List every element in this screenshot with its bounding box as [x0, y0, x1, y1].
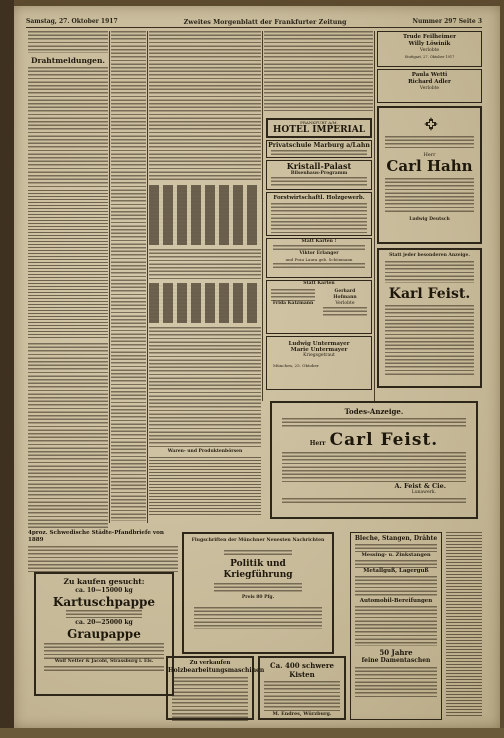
kauf-item: Kartuschpappe: [52, 595, 156, 609]
column-news-1: [28, 31, 108, 523]
ad-wetti-adler: [377, 69, 482, 103]
untermayer-status: Kriegsgetraut: [303, 353, 335, 358]
text-block: [355, 606, 437, 646]
engaged-verlobte: Verlobte: [335, 301, 355, 306]
masthead-date: Samstag, 27. Oktober 1917: [26, 18, 118, 25]
book-publisher: Flugschriften der Münchner Neuesten Nachrichten: [191, 538, 325, 543]
engaged-name: Willy Löwinik: [408, 41, 451, 47]
todes-name: Carl Feist.: [329, 430, 439, 450]
kisten-heading: Ca. 400 schwere Kisten: [270, 661, 334, 679]
masthead: [26, 16, 482, 28]
text-block: [355, 544, 437, 552]
text-block: [28, 31, 108, 53]
hahn-name: Carl Hahn: [386, 157, 473, 175]
engaged-name: Viktor Erlanger: [299, 251, 339, 256]
text-block: [172, 677, 248, 721]
engaged-name: Gerhard Hofmann: [333, 289, 357, 300]
book-title: Kriegführung: [223, 570, 293, 580]
text-block: [149, 31, 261, 181]
untermayer-name: Marie Untermayer: [290, 347, 348, 353]
section-heading-waren: Waren- und Produktenbörsen: [167, 449, 243, 454]
section-heading-drahtmeldungen: Drahtmeldungen.: [30, 56, 106, 65]
engaged-pair: [267, 287, 371, 319]
text-block: [214, 583, 302, 593]
page-bottom-edge: [0, 728, 504, 738]
damen-title: feine Damentaschen: [361, 657, 431, 664]
hotel-city: FRANKFURT A/M.: [300, 120, 338, 125]
engaged-name: und Frau Laura geb. Schönmann: [285, 257, 353, 262]
text-block: [271, 203, 367, 235]
text-block: [385, 261, 474, 283]
ad-todesanzeige-carl-feist: [270, 401, 478, 519]
masthead-page: Nummer 297 Seite 3: [412, 18, 482, 25]
bleche-title: Bleche, Stangen, Drähte: [354, 535, 438, 542]
column-news-2: [111, 31, 146, 523]
harmonie-title: Forstwirtschaftl. Holzgewerb.: [273, 195, 365, 201]
iron-cross-icon: [423, 116, 439, 132]
todes-name-row: [272, 430, 476, 450]
messing-title: Messing- u. Zinkstangen: [361, 552, 431, 558]
text-block: [264, 681, 340, 711]
text-block: [264, 31, 373, 111]
holz-heading: Zu verkaufen: [189, 660, 231, 666]
text-block: [355, 560, 437, 568]
book-price: Preis 80 Pfg.: [241, 595, 275, 600]
text-block: [323, 307, 367, 317]
engaged-left: [271, 289, 315, 317]
ad-feilheimer: [377, 31, 482, 67]
column-rule: [109, 31, 110, 523]
kauf-item: Graupappe: [67, 627, 141, 641]
engaged-verlobte: Verlobte: [419, 48, 440, 53]
metallguss-title: Metallguß, Lagerguß: [363, 568, 429, 574]
text-block: [44, 666, 164, 671]
engaged-place: Stuttgart, 27. Oktober 1917: [404, 55, 455, 59]
engaged-right: [323, 289, 367, 317]
hahn-prefix: Herr: [423, 152, 436, 158]
text-block: [66, 610, 142, 618]
ad-harmonie: [266, 192, 372, 236]
text-block: [282, 452, 466, 482]
todes-firm-sub: Lunawerk.: [411, 490, 436, 495]
kauf-firm: Wolf Netter & Jacobi, Strassburg i. Els.: [54, 659, 154, 664]
ad-death-carl-hahn: [377, 106, 482, 244]
ad-kisten: [258, 656, 346, 720]
text-block: [282, 418, 466, 428]
ad-engagement-katzmann: [266, 280, 372, 334]
text-block: [111, 31, 146, 521]
text-block: [28, 546, 178, 572]
bond-banner: 4proz. Schwedische Städte-Pfandbriefe von 1889: [28, 530, 164, 543]
text-block: [273, 263, 365, 269]
statt-karten: Statt Karten !: [301, 239, 337, 244]
text-block: [385, 305, 474, 375]
school-name: Privatschule Marburg a/Lahn: [268, 142, 370, 149]
hahn-signature: Ludwig Deutsch: [409, 217, 450, 222]
hotel-name: HOTEL IMPERIAL: [272, 125, 366, 135]
feist-name: Karl Feist.: [388, 286, 471, 302]
masthead-paper: Zweites Morgenblatt der Frankfurter Zeitung: [183, 17, 347, 26]
ad-schwedische-pfandbriefe: [28, 530, 178, 566]
ad-holzbearbeitung: [166, 656, 265, 720]
kisten-firm: M. Endres, Würzburg.: [272, 711, 332, 717]
damen-heading: 50 Jahre: [379, 648, 413, 657]
untermayer-name: Ludwig Untermayer: [288, 341, 350, 347]
todes-herr: Herr: [309, 440, 326, 447]
todes-title: Todes-Anzeige.: [344, 407, 404, 416]
text-block: [385, 178, 474, 214]
engaged-verlobte: Verlobte: [419, 86, 440, 91]
market-table: [149, 185, 261, 245]
text-block: [194, 607, 322, 629]
binding-spine: [0, 0, 14, 738]
holz-title: Holzbearbeitungsmaschinen: [168, 667, 265, 674]
ad-kartuschpappe: [34, 572, 174, 696]
column-rule: [262, 31, 263, 401]
ad-untermayer: [266, 336, 372, 390]
text-block: [271, 289, 315, 301]
todes-firm: A. Feist & Cie.: [394, 482, 446, 490]
text-block: [355, 667, 437, 697]
text-block: [271, 177, 367, 187]
text-block: [28, 67, 108, 187]
kauf-qty: ca. 10—15000 kg: [75, 587, 133, 594]
auto-title: Automobil-Bereifungen: [359, 598, 433, 604]
text-block: [28, 343, 108, 528]
ad-kristall-palast: [266, 160, 372, 190]
kristall-title: Kristall-Palast: [286, 161, 352, 171]
engaged-name: Richard Adler: [408, 79, 451, 85]
column-rule: [374, 31, 375, 401]
kauf-heading: Zu kaufen gesucht:: [63, 577, 145, 586]
untermayer-place: München, 25. Oktober: [273, 363, 319, 368]
text-block: [149, 327, 261, 447]
kauf-qty: ca. 20—25000 kg: [75, 619, 133, 626]
text-block: [446, 532, 482, 718]
iron-cross-icon: [423, 116, 439, 132]
column-right-narrow: [446, 532, 482, 720]
text-block: [282, 498, 466, 503]
ad-death-karl-feist: [377, 248, 482, 388]
feist-heading: Statt jeder besonderen Anzeige.: [389, 253, 470, 258]
ad-privatschule: [266, 140, 372, 158]
ad-hotel-imperial: [266, 118, 372, 138]
book-title: Politik und: [230, 559, 286, 569]
text-block: [149, 457, 261, 517]
ad-bleche-metall: [350, 532, 442, 720]
text-block: [385, 136, 474, 148]
kristall-sub: Bilsenhaus-Programm: [290, 171, 348, 176]
engaged-name: Paula Wetti: [411, 72, 448, 78]
text-block: [224, 550, 292, 556]
statt-karten: Statt Karten: [303, 281, 335, 286]
engaged-name: Trude Feilheimer: [403, 34, 456, 40]
ad-flugschriften: [182, 532, 334, 654]
text-block: [149, 249, 261, 279]
ad-engagement-erlanger: [266, 238, 372, 278]
market-table: [149, 283, 261, 323]
engaged-name: Frida Katzmann: [272, 301, 314, 306]
text-block: [355, 576, 437, 596]
column-markets: [149, 31, 261, 523]
text-block: [271, 150, 367, 156]
column-rule: [147, 31, 148, 523]
text-block: [28, 190, 108, 340]
text-block: [44, 643, 164, 659]
